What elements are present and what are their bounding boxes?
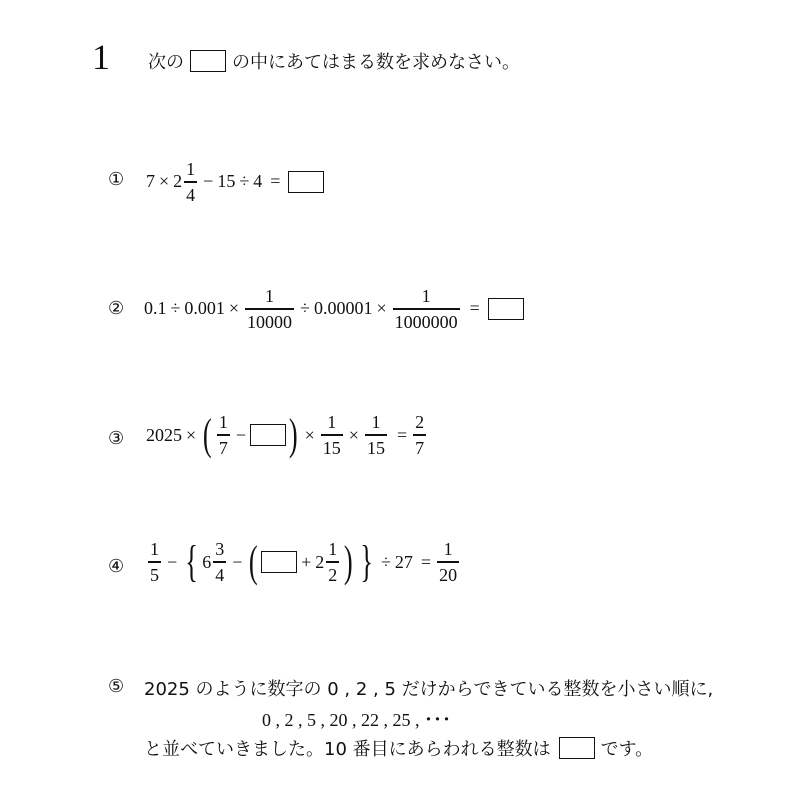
item-4-expression <box>146 537 461 586</box>
i3-result-fraction <box>413 413 426 457</box>
times-sign: × <box>348 424 359 445</box>
times-sign: × <box>304 424 315 445</box>
item-3-label: ③ <box>108 428 125 449</box>
item-5-sequence: 0 , 2 , 5 , 20 , 22 , 25 , ･･･ <box>262 710 451 730</box>
i3-fraction-1 <box>217 413 230 457</box>
i4-fraction-2 <box>213 540 226 584</box>
left-paren: ( <box>249 537 259 586</box>
i2-c: 0.00001 <box>313 298 373 319</box>
divide-sign: ÷ <box>170 298 181 319</box>
i1-whole: 2 <box>173 171 183 192</box>
i3-denominator-1: 7 <box>218 437 228 458</box>
equals-sign: = <box>270 171 281 192</box>
i1-b: 15 <box>217 171 236 192</box>
times-sign: × <box>159 171 170 192</box>
left-brace: { <box>185 537 199 586</box>
answer-box-sample <box>190 50 226 72</box>
answer-box-5[interactable] <box>559 737 595 759</box>
left-paren: ( <box>203 410 212 459</box>
plus-sign: + <box>301 551 312 572</box>
i3-numerator-1: 1 <box>218 412 228 433</box>
equals-sign: = <box>420 551 432 572</box>
item-5-line-3-post: です。 <box>600 739 654 760</box>
i4-whole-1: 6 <box>202 551 212 572</box>
minus-sign: − <box>235 424 246 445</box>
times-sign: × <box>186 424 197 445</box>
i3-result-denominator: 7 <box>415 437 425 458</box>
item-5-line-3 <box>144 735 653 761</box>
i1-c: 4 <box>253 171 263 192</box>
item-3-expression <box>146 410 428 459</box>
i3-numerator-3: 1 <box>371 412 381 433</box>
i3-result-numerator: 2 <box>415 412 425 433</box>
i2-b: 0.001 <box>184 298 225 319</box>
i3-fraction-2 <box>321 413 343 457</box>
divide-sign: ÷ <box>239 171 250 192</box>
i3-numerator-2: 1 <box>327 412 337 433</box>
i4-denominator-1: 5 <box>150 564 159 585</box>
i3-a: 2025 <box>146 424 182 445</box>
instruction-pre: 次の <box>148 52 184 73</box>
item-5-line-1: 2025 のように数字の 0 , 2 , 5 だけからできている整数を小さい順に, <box>144 679 714 700</box>
i2-fraction-1 <box>245 287 294 331</box>
item-4-label: ④ <box>108 556 125 577</box>
i4-whole-2: 2 <box>315 551 325 572</box>
item-5-label: ⑤ <box>108 676 125 697</box>
i4-c: 27 <box>394 551 413 572</box>
i4-result-denominator: 20 <box>439 564 458 585</box>
answer-box-3[interactable] <box>250 424 286 446</box>
i4-result-fraction <box>437 540 459 584</box>
i4-result-numerator: 1 <box>443 539 453 560</box>
i2-numerator-1: 1 <box>265 286 275 306</box>
i4-fraction-1 <box>148 540 161 584</box>
divide-sign: ÷ <box>300 298 310 319</box>
i1-fraction <box>184 160 197 204</box>
i4-denominator-2: 4 <box>215 564 225 585</box>
equals-sign: = <box>469 298 480 319</box>
minus-sign: − <box>232 551 243 572</box>
i1-numerator: 1 <box>186 159 196 179</box>
i4-numerator-2: 3 <box>215 539 225 560</box>
problem-number: 1 <box>92 37 110 77</box>
item-2-label: ② <box>108 298 125 319</box>
i3-denominator-2: 15 <box>322 437 341 458</box>
right-paren: ) <box>288 410 298 459</box>
i1-a: 7 <box>146 171 155 192</box>
instruction-post: の中にあてはまる数を求めなさい。 <box>232 52 520 73</box>
item-1-label: ① <box>108 169 125 190</box>
i3-denominator-3: 15 <box>366 437 385 458</box>
times-sign: × <box>228 298 240 319</box>
minus-sign: − <box>203 171 214 192</box>
i2-numerator-2: 1 <box>421 286 431 306</box>
i2-fraction-2 <box>393 287 460 331</box>
equals-sign: = <box>396 424 408 445</box>
i2-a: 0.1 <box>144 298 167 319</box>
minus-sign: − <box>167 551 178 572</box>
i3-fraction-3 <box>365 413 387 457</box>
i2-denominator-1: 10000 <box>247 311 293 332</box>
item-1-expression <box>146 160 324 204</box>
i2-denominator-2: 1000000 <box>394 311 458 332</box>
item-5-line-3-pre: と並べていきました。10 番目にあらわれる整数は <box>144 739 551 760</box>
answer-box-4[interactable] <box>261 551 297 573</box>
divide-sign: ÷ <box>381 551 391 572</box>
i4-numerator-1: 1 <box>150 539 159 560</box>
i1-denominator: 4 <box>186 184 196 205</box>
i4-numerator-3: 1 <box>328 539 338 560</box>
i4-fraction-3 <box>326 540 339 584</box>
instruction <box>148 48 520 74</box>
right-paren: ) <box>344 537 353 586</box>
times-sign: × <box>376 298 387 319</box>
item-2-expression <box>144 287 524 331</box>
answer-box-2[interactable] <box>488 298 524 320</box>
answer-box-1[interactable] <box>288 171 324 193</box>
i4-denominator-3: 2 <box>328 564 338 585</box>
right-brace: } <box>360 537 373 586</box>
